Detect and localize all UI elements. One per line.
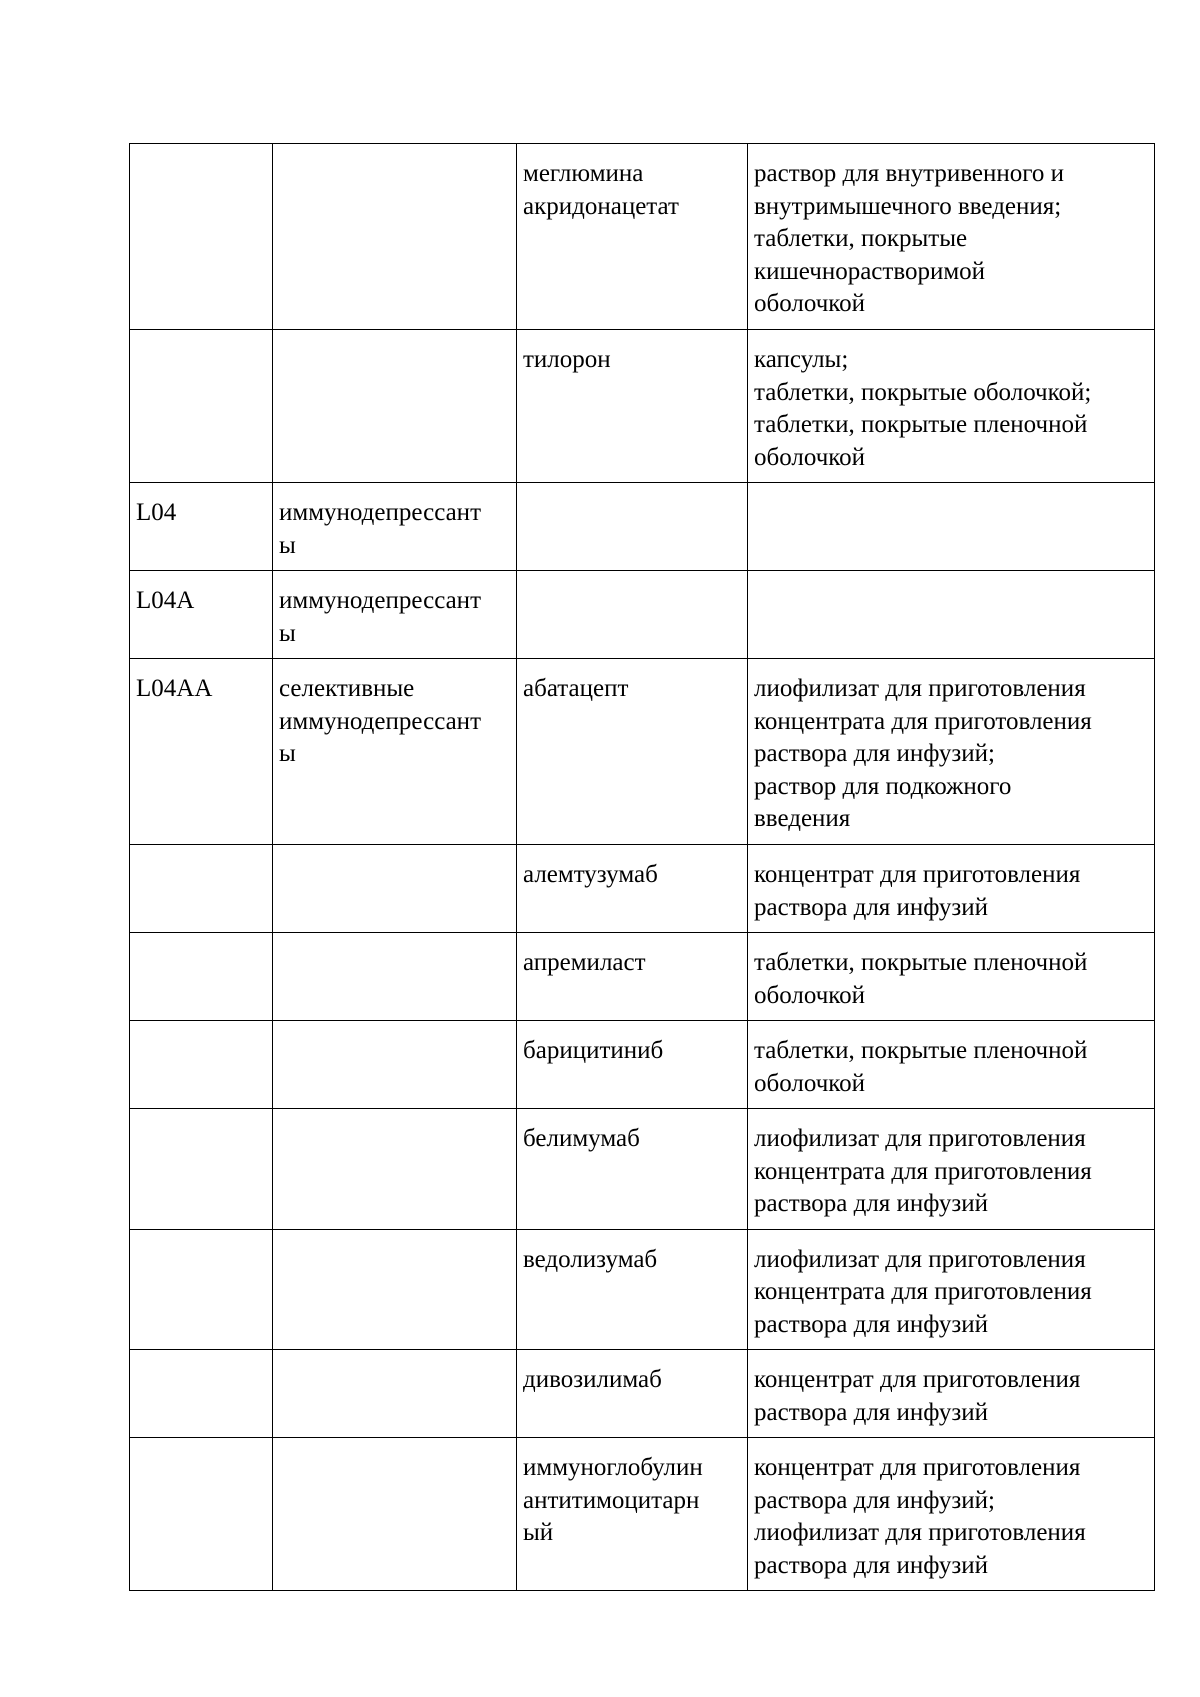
- atc-code-cell: [130, 933, 273, 1021]
- drug-name-cell: абатацепт: [517, 659, 748, 845]
- drug-name-cell: [517, 483, 748, 571]
- dosage-form-cell: таблетки, покрытые пленочной оболочкой: [748, 933, 1155, 1021]
- drug-name-cell: белимумаб: [517, 1109, 748, 1230]
- group-cell: [273, 845, 517, 933]
- atc-code-cell: L04AA: [130, 659, 273, 845]
- table-row: [130, 1021, 1155, 1109]
- group-cell: [273, 330, 517, 483]
- dosage-form-cell: концентрат для приготовления раствора для инфузий; лиофилизат для приготовления раствора для инфузий: [748, 1438, 1155, 1591]
- atc-code-cell: [130, 330, 273, 483]
- group-cell: [273, 1109, 517, 1230]
- group-cell: [273, 1021, 517, 1109]
- table-row: [130, 571, 1155, 659]
- table-row: [130, 1229, 1155, 1350]
- group-cell: [273, 144, 517, 330]
- table-row: [130, 330, 1155, 483]
- dosage-form-cell: лиофилизат для приготовления концентрата для приготовления раствора для инфузий: [748, 1229, 1155, 1350]
- dosage-form-cell: капсулы; таблетки, покрытые оболочкой; таблетки, покрытые пленочной оболочкой: [748, 330, 1155, 483]
- atc-code-cell: [130, 1229, 273, 1350]
- dosage-form-cell: лиофилизат для приготовления концентрата для приготовления раствора для инфузий: [748, 1109, 1155, 1230]
- table-row: [130, 933, 1155, 1021]
- drug-name-cell: барицитиниб: [517, 1021, 748, 1109]
- group-cell: [273, 1229, 517, 1350]
- atc-code-cell: [130, 144, 273, 330]
- group-cell: [273, 1438, 517, 1591]
- group-cell: иммунодепрессант ы: [273, 571, 517, 659]
- table-row: [130, 483, 1155, 571]
- atc-code-cell: [130, 1109, 273, 1230]
- group-cell: [273, 1350, 517, 1438]
- dosage-form-cell: лиофилизат для приготовления концентрата для приготовления раствора для инфузий; раствор для подкожного введения: [748, 659, 1155, 845]
- atc-code-cell: L04A: [130, 571, 273, 659]
- table-row: [130, 1350, 1155, 1438]
- drug-name-cell: дивозилимаб: [517, 1350, 748, 1438]
- dosage-form-cell: таблетки, покрытые пленочной оболочкой: [748, 1021, 1155, 1109]
- drug-name-cell: меглюмина акридонацетат: [517, 144, 748, 330]
- table-row: [130, 845, 1155, 933]
- table-row: [130, 1438, 1155, 1591]
- table-row: [130, 1109, 1155, 1230]
- group-cell: иммунодепрессант ы: [273, 483, 517, 571]
- table-row: [130, 144, 1155, 330]
- table-row: [130, 659, 1155, 845]
- atc-code-cell: [130, 1438, 273, 1591]
- drug-table: [129, 143, 1155, 1591]
- drug-name-cell: ведолизумаб: [517, 1229, 748, 1350]
- group-cell: селективные иммунодепрессант ы: [273, 659, 517, 845]
- atc-code-cell: [130, 845, 273, 933]
- atc-code-cell: [130, 1021, 273, 1109]
- drug-name-cell: алемтузумаб: [517, 845, 748, 933]
- atc-code-cell: L04: [130, 483, 273, 571]
- drug-name-cell: тилорон: [517, 330, 748, 483]
- dosage-form-cell: раствор для внутривенного и внутримышечного введения; таблетки, покрытые кишечнорастворимой оболочкой: [748, 144, 1155, 330]
- group-cell: [273, 933, 517, 1021]
- drug-name-cell: [517, 571, 748, 659]
- dosage-form-cell: [748, 483, 1155, 571]
- drug-name-cell: иммуноглобулин антитимоцитарн ый: [517, 1438, 748, 1591]
- dosage-form-cell: [748, 571, 1155, 659]
- dosage-form-cell: концентрат для приготовления раствора для инфузий: [748, 845, 1155, 933]
- atc-code-cell: [130, 1350, 273, 1438]
- drug-name-cell: апремиласт: [517, 933, 748, 1021]
- dosage-form-cell: концентрат для приготовления раствора для инфузий: [748, 1350, 1155, 1438]
